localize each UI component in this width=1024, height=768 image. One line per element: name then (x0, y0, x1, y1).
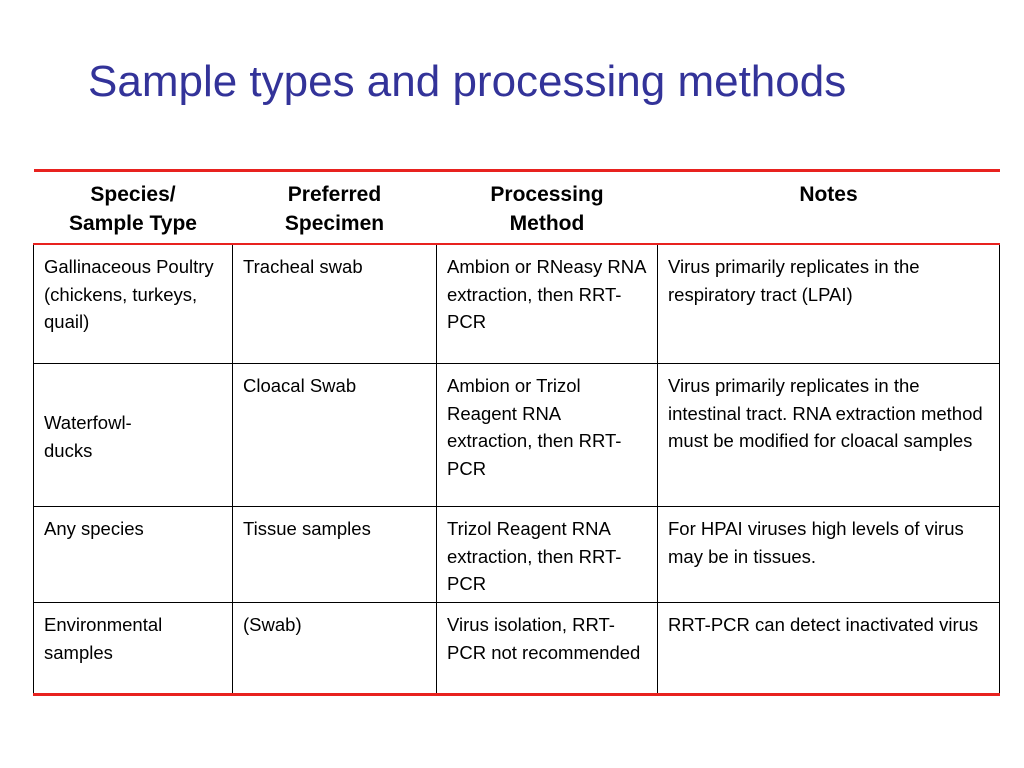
cell-notes: RRT-PCR can detect inactivated virus (658, 603, 1000, 695)
header-specimen: Preferred Specimen (284, 183, 385, 236)
table-row (34, 506, 1000, 602)
cell-method: Trizol Reagent RNA extraction, then RRT-PCR (437, 506, 658, 602)
table-row (34, 363, 1000, 506)
cell-specimen: (Swab) (233, 603, 437, 695)
slide-title: Sample types and processing methods (88, 57, 847, 106)
cell-species: Waterfowl- ducks (34, 363, 233, 506)
cell-notes: Virus primarily replicates in the intestinal tract. RNA extraction method must be modified for cloacal samples (658, 363, 1000, 506)
header-row (34, 171, 1000, 244)
header-species: Species/ Sample Type (69, 183, 197, 236)
cell-specimen: Tissue samples (233, 506, 437, 602)
table-body (34, 244, 1000, 695)
cell-species: Gallinaceous Poultry (chickens, turkeys, quail) (34, 244, 233, 364)
sample-types-table (33, 169, 1000, 696)
table-header (34, 171, 1000, 244)
cell-notes: For HPAI viruses high levels of virus may be in tissues. (658, 506, 1000, 602)
cell-species: Any species (34, 506, 233, 602)
cell-method: Ambion or Trizol Reagent RNA extraction, then RRT-PCR (437, 363, 658, 506)
cell-method: Virus isolation, RRT-PCR not recommended (437, 603, 658, 695)
table-row (34, 244, 1000, 364)
header-notes: Notes (799, 183, 858, 206)
cell-specimen: Cloacal Swab (233, 363, 437, 506)
cell-species: Environmental samples (34, 603, 233, 695)
sample-types-table-container (33, 169, 999, 696)
header-method: Processing Method (490, 183, 604, 236)
cell-method: Ambion or RNeasy RNA extraction, then RRT-PCR (437, 244, 658, 364)
table-row (34, 603, 1000, 695)
cell-notes: Virus primarily replicates in the respiratory tract (LPAI) (658, 244, 1000, 364)
cell-specimen: Tracheal swab (233, 244, 437, 364)
